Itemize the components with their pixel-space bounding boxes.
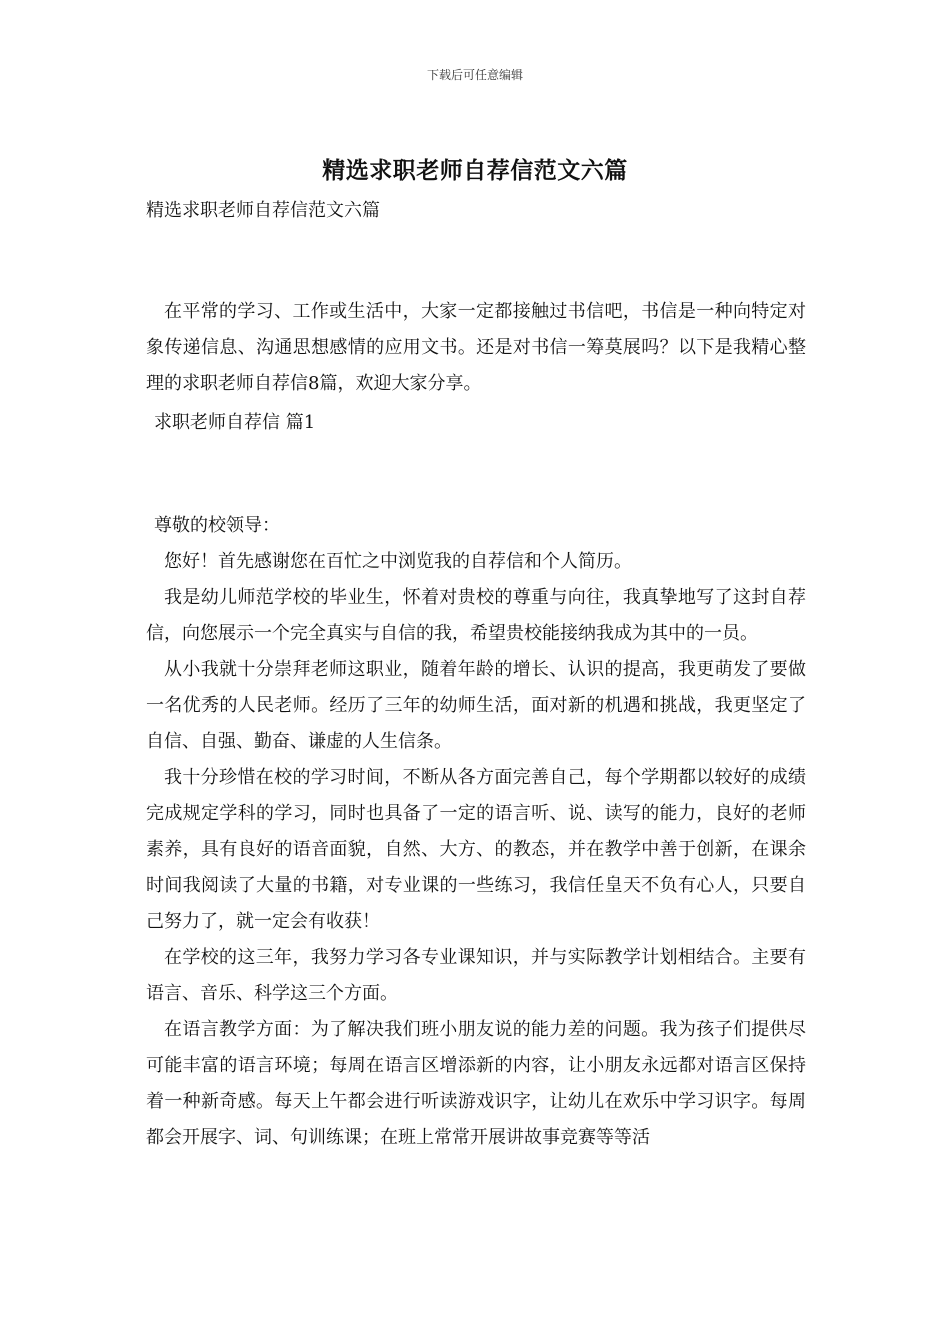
section-heading: 求职老师自荐信 篇1 [154, 412, 316, 433]
letter-paragraph: 我十分珍惜在校的学习时间，不断从各方面完善自己，每个学期都以较好的成绩完成规定学科的学习，同时也具备了一定的语言听、说、读写的能力，良好的老师素养，具有良好的语音面貌，自然、大方、的教态，并在教学中善于创新，在课余时间我阅读了大量的书籍，对专业课的一些练习，我信任皇天不负有心人，只要自己努力了，就一定会有收获！ [146, 767, 806, 932]
document-subtitle: 精选求职老师自荐信范文六篇 [146, 200, 380, 221]
letter-body [146, 508, 806, 1156]
letter-paragraph: 从小我就十分崇拜老师这职业，随着年龄的增长、认识的提高，我更萌发了要做一名优秀的人民老师。经历了三年的幼师生活，面对新的机遇和挑战，我更坚定了自信、自强、勤奋、谦虚的人生信条。 [146, 659, 806, 752]
intro-paragraph: 在平常的学习、工作或生活中，大家一定都接触过书信吧，书信是一种向特定对象传递信息、沟通思想感情的应用文书。还是对书信一筹莫展吗？以下是我精心整理的求职老师自荐信8篇，欢迎大家分享。 [146, 301, 806, 394]
header-note: 下载后可任意编辑 [426, 68, 523, 82]
letter-paragraph: 在学校的这三年，我努力学习各专业课知识，并与实际教学计划相结合。主要有语言、音乐、科学这三个方面。 [146, 947, 806, 1004]
intro-section [146, 294, 806, 402]
letter-paragraph: 我是幼儿师范学校的毕业生，怀着对贵校的尊重与向往，我真挚地写了这封自荐信，向您展示一个完全真实与自信的我，希望贵校能接纳我成为其中的一员。 [146, 587, 806, 644]
document-title: 精选求职老师自荐信范文六篇 [322, 157, 628, 184]
letter-salutation: 尊敬的校领导： [154, 515, 280, 536]
letter-paragraph: 您好！首先感谢您在百忙之中浏览我的自荐信和个人简历。 [164, 551, 632, 572]
letter-paragraph: 在语言教学方面：为了解决我们班小朋友说的能力差的问题。我为孩子们提供尽可能丰富的语言环境；每周在语言区增添新的内容，让小朋友永远都对语言区保持着一种新奇感。每天上午都会进行听读游戏识字，让幼儿在欢乐中学习识字。每周都会开展字、词、句训练课；在班上常常开展讲故事竞赛等等活 [146, 1019, 806, 1148]
